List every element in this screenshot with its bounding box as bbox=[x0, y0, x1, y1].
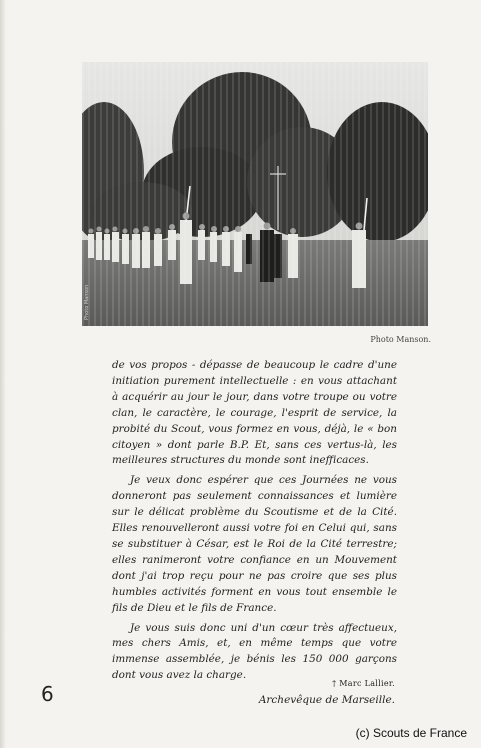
procession-photo-drawing bbox=[82, 62, 428, 326]
paragraph: de vos propos - dépasse de beaucoup le cadre d'une initiation purement intellectuelle : en vous attachant à acquérir au jour le jour, dans votre troupe ou votre clan, le caractère, le courage, l'esprit de service, la probité du Scout, vous formez en vous, déjà, le « bon citoyen » dont parle B.P. Et, sans ces vertus-là, les meilleures structures du monde sont inefficaces. bbox=[112, 359, 397, 467]
procession-photo bbox=[82, 62, 428, 326]
page-number: 6 bbox=[41, 682, 54, 706]
signature-title: Archevêque de Marseille. bbox=[258, 694, 395, 706]
letter-body bbox=[112, 358, 397, 688]
paragraph: Je veux donc espérer que ces Journées ne vous donneront pas seulement connaissances et lumière sur le délicat problème du Scoutisme et de la Cité. Elles renouvelleront aussi votre foi en Celui qui, sans se substituer à César, est le Roi de la Cité terrestre; elles ranimeront votre confiance en un Mouvement dont j'ai trop reçu pour ne pas croire que ses plus humbles activités forment en vous tout ensemble le fils de Dieu et le fils de France. bbox=[112, 474, 397, 614]
paragraph: Je vous suis donc uni d'un cœur très affectueux, mes chers Amis, et, en même temps que votre immense assemblée, je bénis les 150 000 garçons dont vous avez la charge. bbox=[112, 621, 397, 682]
page-edge bbox=[0, 0, 6, 748]
copyright-watermark: (c) Scouts de France bbox=[355, 726, 467, 740]
photo-side-credit: Photo Manson bbox=[84, 284, 90, 320]
signature-name: † Marc Lallier. bbox=[332, 679, 395, 688]
photo-credit: Photo Manson. bbox=[370, 335, 431, 344]
signature-block bbox=[259, 676, 395, 708]
